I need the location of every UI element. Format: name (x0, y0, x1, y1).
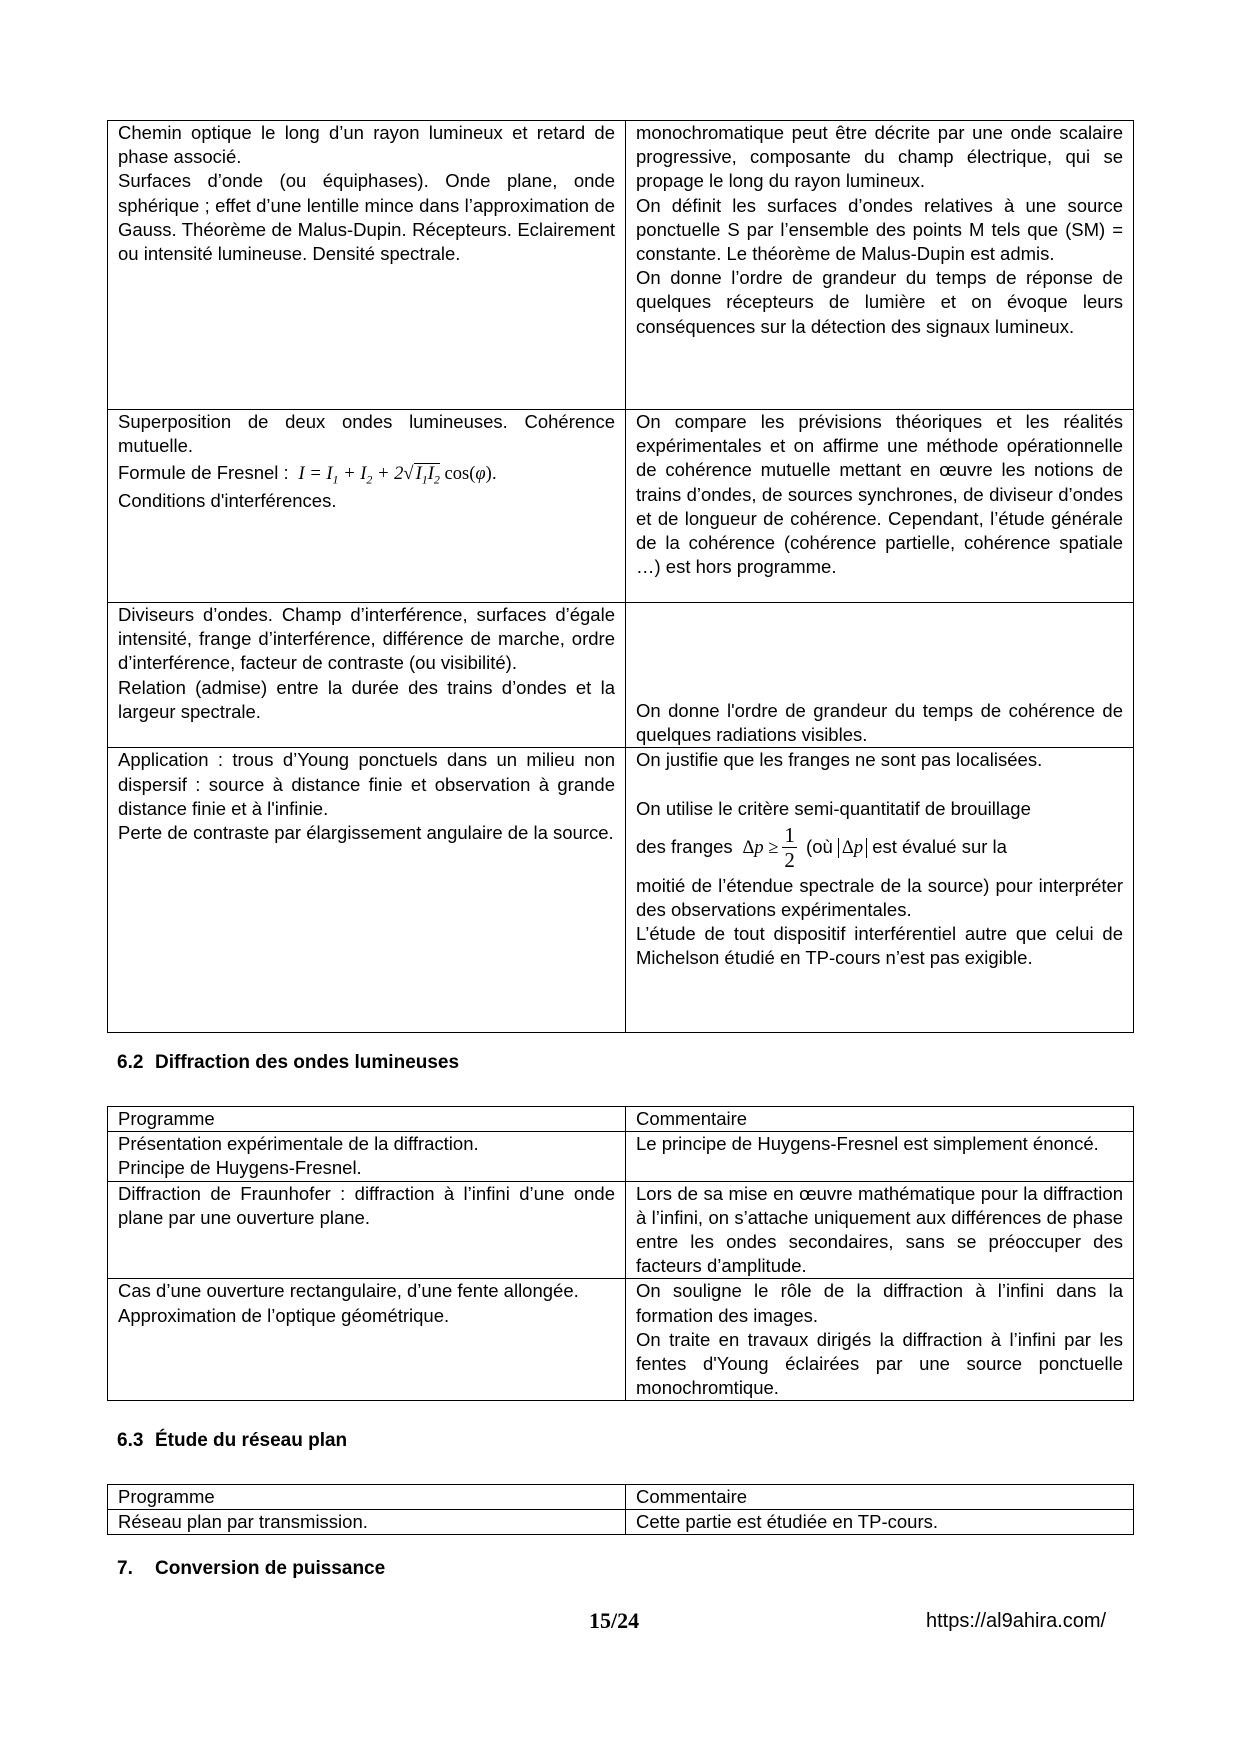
cell-text: Relation (admise) entre la durée des trains d’ondes et la largeur spectrale. (118, 676, 615, 722)
cell-text: On souligne le rôle de la diffraction à l’infini dans la formation des images. (636, 1280, 1123, 1326)
section-heading: 6.3 Étude du réseau plan (117, 1430, 348, 1451)
cell-text: Perte de contraste par élargissement angulaire de la source. (118, 822, 614, 844)
fringe-criterion-line (636, 821, 1123, 874)
table-row (108, 1132, 1134, 1181)
fresnel-formula: $I = I_1 + I_2 + 2√$ $I_1I_2$ cos(φ) (293, 464, 492, 488)
program-cell (108, 1132, 626, 1181)
cell-text: (où (806, 835, 833, 857)
cell-text: des franges (636, 835, 733, 857)
diffraction-table (107, 1106, 1134, 1401)
table-row (108, 121, 1134, 410)
source-url: https://al9ahira.com/ (926, 1610, 1107, 1632)
header-cell: Programme (108, 1485, 626, 1510)
table-row (108, 1181, 1134, 1279)
cell-text: On utilise le critère semi-quantitatif de brouillage (636, 797, 1031, 819)
cell-text: est évalué sur la (872, 835, 1007, 857)
program-cell (108, 410, 626, 603)
abs-delta-p: Δp (838, 838, 867, 858)
cell-text: Principe de Huygens-Fresnel. (118, 1157, 362, 1179)
continued-program-table (107, 120, 1134, 1033)
cell-text: On donne l’ordre de grandeur du temps de réponse de quelques récepteurs de lumière et on évoque leurs conséquences sur la détection des signaux lumineux. (636, 267, 1123, 337)
cell-text: L’étude de tout dispositif interférentiel autre que celui de Michelson étudié en TP-cours n’est pas exigible. (636, 923, 1123, 969)
grating-table (107, 1484, 1134, 1535)
table-row (108, 603, 1134, 748)
program-cell (108, 603, 626, 748)
program-cell (108, 1279, 626, 1401)
cell-text: Chemin optique le long d’un rayon lumineux et retard de phase associé. (118, 122, 615, 168)
fresnel-label: Formule de Fresnel : (118, 462, 289, 484)
cell-text: Approximation de l’optique géométrique. (118, 1304, 450, 1326)
fresnel-formula-line: Formule de Fresnel : $I = I_1 + I_2 + 2√$ $I_1I_2$ cos(φ). (118, 462, 497, 488)
one-half-fraction: $\frac{1}{2}$ (784, 823, 795, 873)
cell-text: Surfaces d’onde (ou équiphases). Onde plane, onde sphérique ; effet d’une lentille mince dans l’approximation de Gauss. Théorème de Malus-Dupin. Récepteurs. Eclairement ou intensité lumineuse. Densité spectrale. (118, 170, 615, 265)
comment-cell (626, 748, 1134, 1033)
comment-cell (626, 603, 1134, 748)
cell-text: On traite en travaux dirigés la diffraction à l’infini par les fentes d'Young éclairées par une source ponctuelle monochromtique. (636, 1328, 1123, 1399)
section-heading: 7. Conversion de puissance (117, 1558, 386, 1579)
cell-text: Superposition de deux ondes lumineuses. Cohérence mutuelle. (118, 411, 615, 457)
program-cell (108, 121, 626, 410)
comment-cell (626, 121, 1134, 410)
comment-cell: Cette partie est étudiée en TP-cours. (626, 1510, 1134, 1535)
cell-text: Cas d’une ouverture rectangulaire, d’une fente allongée. (118, 1280, 579, 1302)
cell-text: moitié de l’étendue spectrale de la source) pour interpréter des observations expérimentales. (636, 874, 1123, 921)
header-cell: Commentaire (626, 1107, 1134, 1132)
cell-text: Application : trous d’Young ponctuels dans un milieu non dispersif : source à distance finie et observation à grande distance finie et à l'infinie. (118, 749, 615, 819)
cell-text: monochromatique peut être décrite par une onde scalaire progressive, composante du champ électrique, qui se propage le long du rayon lumineux. (636, 122, 1123, 192)
program-cell: Réseau plan par transmission. (108, 1510, 626, 1535)
header-cell: Programme (108, 1107, 626, 1132)
program-cell: Diffraction de Fraunhofer : diffraction à l’infini d’une onde plane par une ouverture plane. (108, 1181, 626, 1279)
section-heading: 6.2 Diffraction des ondes lumineuses (117, 1052, 460, 1073)
cell-text: Conditions d'interférences. (118, 490, 337, 512)
table-row (108, 748, 1134, 1033)
comment-cell (626, 410, 1134, 603)
table-row (108, 1510, 1134, 1535)
criterion-formula: Δp ≥ (742, 837, 779, 858)
table-header-row (108, 1107, 1134, 1132)
cell-text: Diviseurs d’ondes. Champ d’interférence, surfaces d’égale intensité, frange d’interférence, différence de marche, ordre d’interférence, facteur de contraste (ou visibilité). (118, 604, 615, 674)
comment-cell (626, 1279, 1134, 1401)
cell-text: On compare les prévisions théoriques et les réalités expérimentales et on affirme une méthode opérationnelle de cohérence mutuelle mettant en œuvre les notions de trains d’ondes, de sources synchrones, de diviseur d’ondes et de longueur de cohérence. Cependant, l’étude générale de la cohérence (cohérence partielle, cohérence spatiale …) est hors programme. (636, 411, 1123, 578)
cell-text: On définit les surfaces d’ondes relatives à une source ponctuelle S par l’ensemble des points M tels que (SM) = constante. Le théorème de Malus-Dupin est admis. (636, 194, 1123, 265)
cell-text: On donne l'ordre de grandeur du temps de cohérence de quelques radiations visibles. (636, 700, 1123, 746)
comment-cell: Lors de sa mise en œuvre mathématique pour la diffraction à l’infini, on s’attache uniquement aux différences de phase entre les ondes secondaires, sans se préoccuper des facteurs d’amplitude. (626, 1181, 1134, 1279)
table-header-row (108, 1485, 1134, 1510)
comment-cell: Le principe de Huygens-Fresnel est simplement énoncé. (626, 1132, 1134, 1181)
cell-text: On justifie que les franges ne sont pas localisées. (636, 749, 1043, 771)
cell-text: Présentation expérimentale de la diffraction. (118, 1133, 479, 1155)
table-row (108, 1279, 1134, 1401)
table-row (108, 410, 1134, 603)
program-cell (108, 748, 626, 1033)
header-cell: Commentaire (626, 1485, 1134, 1510)
page-number: 15/24 (589, 1608, 640, 1633)
